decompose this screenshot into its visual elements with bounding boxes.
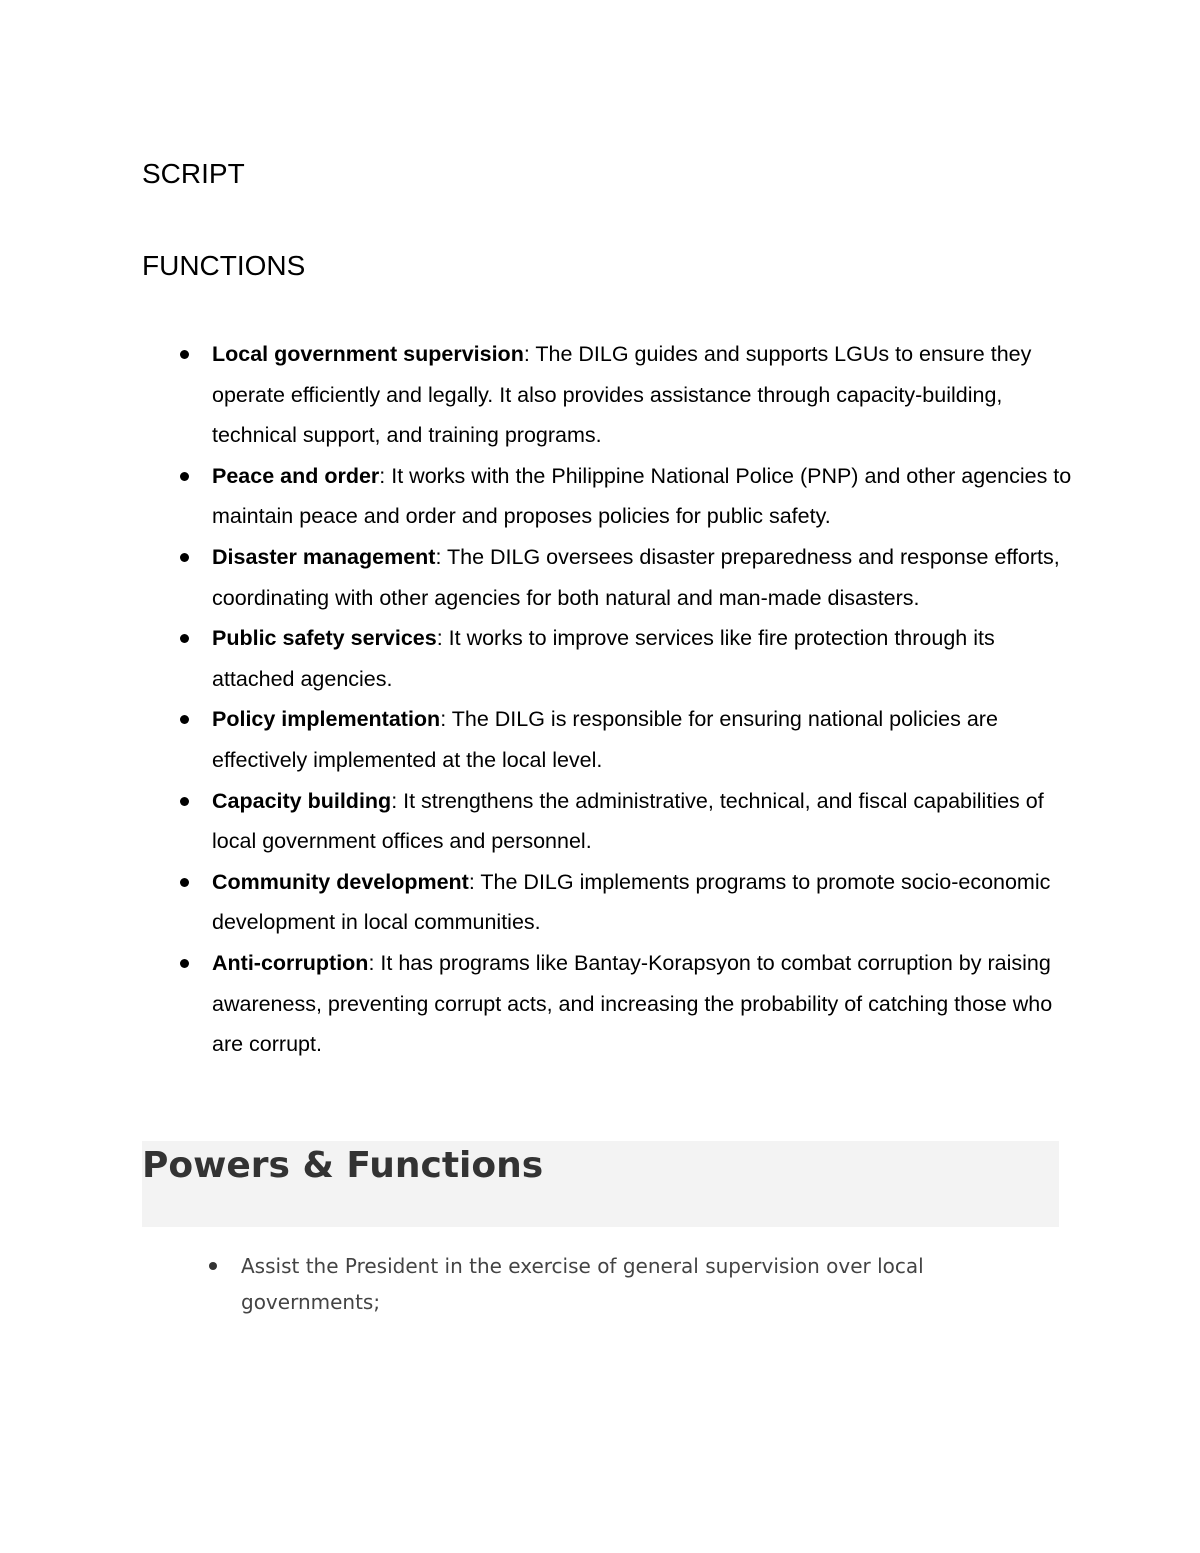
function-term: Community development [212, 869, 469, 894]
function-term: Local government supervision [212, 342, 524, 366]
bullet-icon [180, 634, 189, 643]
function-description: : The DILG oversees disaster preparedness and response efforts, coordinating with other agencies for both natural and man-made disasters. [212, 544, 1060, 610]
function-term: Peace and order [212, 463, 380, 488]
bullet-icon [209, 1262, 217, 1270]
function-description: : The DILG guides and supports LGUs to ensure they operate efficiently and legally. It also provides assistance through capacity-building, technical support, and training programs. [212, 342, 1032, 448]
function-description: : It works to improve services like fire protection through its attached agencies. [212, 626, 995, 691]
power-text: Assist the President in the exercise of general supervision over local governments; [241, 1254, 924, 1314]
bullet-icon [180, 553, 189, 562]
function-description: : The DILG implements programs to promote socio-economic development in local communities. [212, 869, 1051, 935]
list-item [142, 1248, 972, 1320]
list-item [142, 537, 1072, 618]
function-description: : It works with the Philippine National Police (PNP) and other agencies to maintain peace and order and proposes policies for public safety. [212, 463, 1072, 529]
list-item [142, 618, 1072, 699]
bullet-icon [180, 472, 189, 481]
function-term: Public safety services [212, 626, 437, 651]
list-item [142, 456, 1072, 537]
bullet-icon [180, 797, 189, 806]
function-term: Policy implementation [212, 707, 441, 732]
function-description: : The DILG is responsible for ensuring national policies are effectively implemented at the local level. [212, 707, 998, 772]
function-term: Capacity building [212, 788, 392, 813]
function-term: Disaster management [212, 544, 436, 569]
list-item [142, 334, 1072, 456]
list-item [142, 862, 1072, 943]
function-description: : It strengthens the administrative, technical, and fiscal capabilities of local government offices and personnel. [212, 788, 1044, 854]
functions-heading: FUNCTIONS [142, 250, 306, 281]
document-title: SCRIPT [142, 158, 245, 189]
function-term: Anti-corruption [212, 950, 369, 975]
functions-list [142, 334, 1072, 1065]
bullet-icon [180, 715, 189, 724]
powers-heading: Powers & Functions [142, 1145, 544, 1186]
bullet-icon [180, 878, 189, 887]
list-item [142, 781, 1072, 862]
powers-list [142, 1248, 972, 1320]
bullet-icon [180, 350, 189, 359]
bullet-icon [180, 959, 189, 968]
function-description: : It has programs like Bantay-Korapsyon to combat corruption by raising awareness, preventing corrupt acts, and increasing the probability of catching those who are corrupt. [212, 950, 1053, 1057]
list-item [142, 943, 1072, 1065]
list-item [142, 699, 1072, 780]
